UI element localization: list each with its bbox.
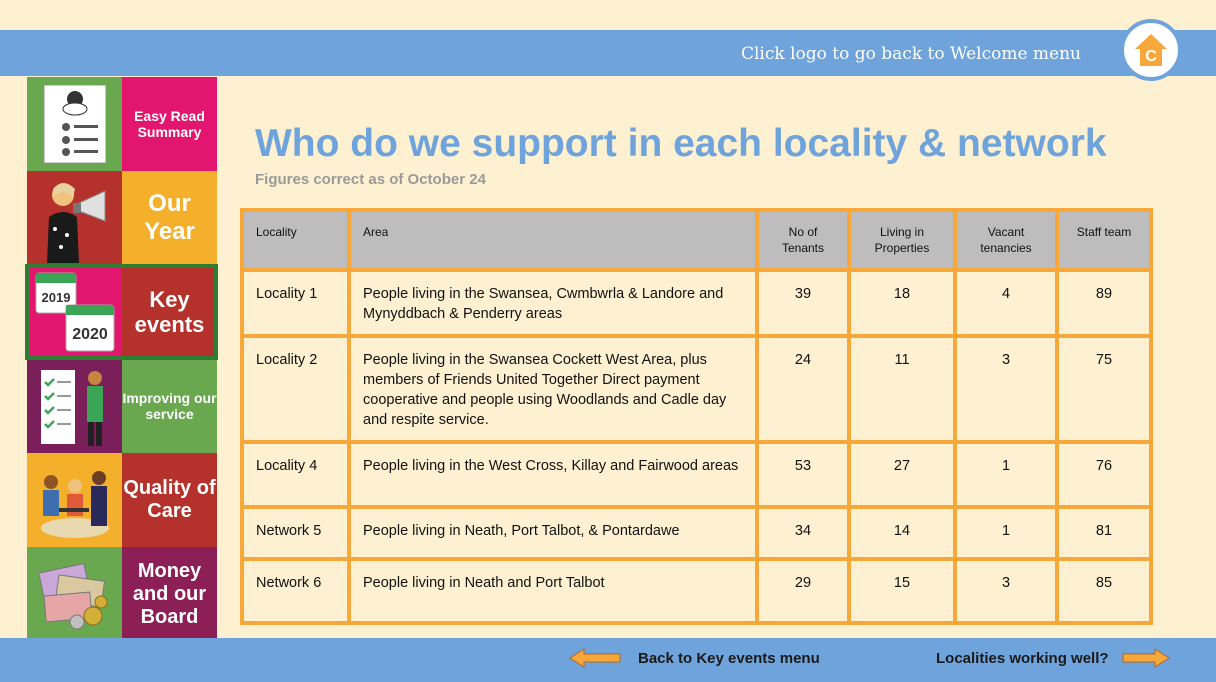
cell-vacant: 4 <box>955 270 1057 336</box>
cell-vacant: 3 <box>955 336 1057 442</box>
next-link-label: Localities working well? <box>936 649 1109 667</box>
cell-area: People living in the Swansea Cockett West Area, plus members of Friends United Together Direct payment cooperative and people using Woodlands and Cadle day and respite service. <box>349 336 757 442</box>
table-row <box>242 336 1151 442</box>
house-logo-icon <box>1131 30 1171 70</box>
back-link-label: Back to Key events menu <box>638 649 820 667</box>
col-header-vacant: Vacant tenancies <box>955 210 1057 270</box>
cell-area: People living in Neath, Port Talbot, & Pontardawe <box>349 507 757 559</box>
cell-locality: Locality 4 <box>242 442 349 507</box>
cell-locality: Locality 2 <box>242 336 349 442</box>
cell-tenants: 29 <box>757 559 849 623</box>
meeting-icon <box>27 453 122 547</box>
table-row <box>242 559 1151 623</box>
back-to-key-events-link[interactable] <box>568 648 820 668</box>
home-logo-button[interactable] <box>1120 19 1182 81</box>
cell-staff: 89 <box>1057 270 1151 336</box>
sidebar-item-label: Key events <box>122 265 217 359</box>
cell-area: People living in Neath and Port Talbot <box>349 559 757 623</box>
table-row <box>242 270 1151 336</box>
cell-vacant: 3 <box>955 559 1057 623</box>
page-title: Who do we support in each locality & network <box>255 122 1107 165</box>
cell-area: People living in the West Cross, Killay and Fairwood areas <box>349 442 757 507</box>
cell-properties: 11 <box>849 336 955 442</box>
calendar-year-2019: 2019 <box>41 290 70 305</box>
cell-area: People living in the Swansea, Cwmbwrla & Landore and Mynyddbach & Penderry areas <box>349 270 757 336</box>
col-header-staff: Staff team <box>1057 210 1151 270</box>
col-header-area: Area <box>349 210 757 270</box>
sidebar-item-key-events[interactable] <box>27 265 217 359</box>
logo-letter: C <box>1145 48 1157 65</box>
table-row <box>242 507 1151 559</box>
table-row <box>242 442 1151 507</box>
sidebar-item-quality-of-care[interactable] <box>27 453 217 547</box>
cell-properties: 15 <box>849 559 955 623</box>
calendar-year-2020: 2020 <box>71 326 108 343</box>
sidebar-item-easy-read[interactable] <box>27 77 217 171</box>
welcome-hint-text: Click logo to go back to Welcome menu <box>740 44 1081 64</box>
cell-staff: 81 <box>1057 507 1151 559</box>
checklist-icon <box>27 359 122 453</box>
col-header-properties: Living in Properties <box>849 210 955 270</box>
cell-locality: Locality 1 <box>242 270 349 336</box>
sidebar-item-money-board[interactable] <box>27 547 217 641</box>
sidebar-item-label: Easy Read Summary <box>122 77 217 171</box>
localities-working-well-link[interactable] <box>936 648 1171 668</box>
cell-tenants: 34 <box>757 507 849 559</box>
sidebar-item-improving[interactable] <box>27 359 217 453</box>
top-bar <box>0 30 1216 76</box>
locality-table <box>240 208 1153 625</box>
arrow-left-icon <box>568 648 622 668</box>
page-subtitle: Figures correct as of October 24 <box>255 171 486 188</box>
easy-read-icon <box>27 77 122 171</box>
cell-tenants: 53 <box>757 442 849 507</box>
cell-locality: Network 5 <box>242 507 349 559</box>
arrow-right-icon <box>1121 648 1171 668</box>
cell-properties: 14 <box>849 507 955 559</box>
money-icon <box>27 547 122 641</box>
col-header-tenants: No of Tenants <box>757 210 849 270</box>
col-header-locality: Locality <box>242 210 349 270</box>
sidebar-item-our-year[interactable] <box>27 171 217 265</box>
table-header-row <box>242 210 1151 270</box>
sidebar <box>27 77 217 638</box>
cell-staff: 75 <box>1057 336 1151 442</box>
calendar-icon <box>27 265 122 359</box>
cell-vacant: 1 <box>955 442 1057 507</box>
cell-staff: 85 <box>1057 559 1151 623</box>
bottom-bar <box>0 638 1216 682</box>
cell-vacant: 1 <box>955 507 1057 559</box>
cell-tenants: 39 <box>757 270 849 336</box>
cell-properties: 18 <box>849 270 955 336</box>
sidebar-item-label: Quality of Care <box>122 453 217 547</box>
cell-properties: 27 <box>849 442 955 507</box>
sidebar-item-label: Money and our Board <box>122 547 217 641</box>
sidebar-item-label: Improving our service <box>122 359 217 453</box>
megaphone-person-icon <box>27 171 122 265</box>
sidebar-item-label: Our Year <box>122 171 217 265</box>
cell-locality: Network 6 <box>242 559 349 623</box>
cell-staff: 76 <box>1057 442 1151 507</box>
cell-tenants: 24 <box>757 336 849 442</box>
